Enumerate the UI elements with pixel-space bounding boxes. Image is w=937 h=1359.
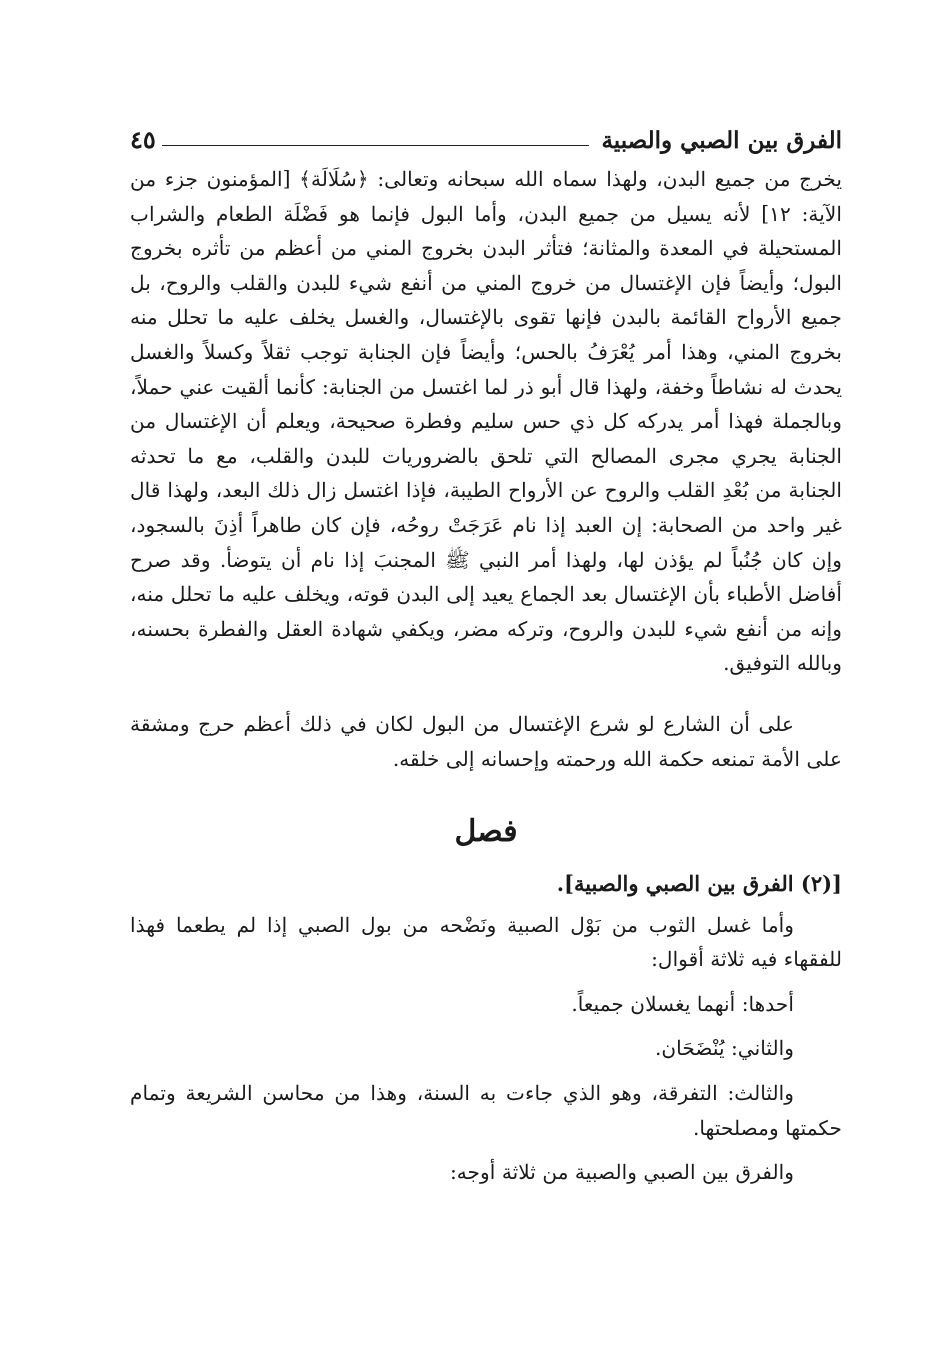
section-heading: فصل xyxy=(454,814,518,850)
list-item: والثاني: يُنْضَحَان. xyxy=(654,1036,794,1061)
running-header xyxy=(130,110,842,154)
list-item: أحدها: أنهما يغسلان جميعاً. xyxy=(571,991,794,1016)
header-rule xyxy=(162,145,590,146)
paragraph: على أن الشارع لو شرع الإغتسال من البول لكان في ذلك أعظم حرج ومشقة على الأمة تمنعه حكمة الله ورحمته وإحسانه إلى خلقه. xyxy=(130,711,842,771)
sub-heading: [(٢) الفرق بين الصبي والصبية]. xyxy=(556,871,842,897)
body-text xyxy=(130,162,842,1190)
list-item: والثالث: التفرقة، وهو الذي جاءت به السنة، وهذا من محاسن الشريعة وتمام حكمتها ومصلحتها. xyxy=(130,1081,842,1140)
paragraph: وأما غسل الثوب من بَوْل الصبية ونَضْحه من بول الصبي إذا لم يطعما فهذا للفقهاء فيه ثلاثة أقوال: xyxy=(130,912,842,972)
paragraph: يخرج من جميع البدن، ولهذا سماه الله سبحانه وتعالى: ﴿سُلَالَة﴾ [المؤمنون جزء من الآية: ١٢] لأنه يسيل من جميع البدن، وأما البول فإنما هو فَضْلَة الطعام والشراب المستحيلة في المعدة والمثانة؛ فتأثر البدن بخروج المني من أعظم من تأثره بخروج البول؛ وأيضاً فإن الإغتسال من خروج المني من أنفع شيء للبدن والقلب والروح، بل جميع الأرواح القائمة بالبدن فإنها تقوى بالإغتسال، والغسل يخلف عليه ما تحلل منه بخروج المني، وهذا أمر يُعْرَفُ بالحس؛ وأيضاً فإن الجنابة توجب ثقلاً وكسلاً والغسل يحدث له نشاطاً وخفة، ولهذا قال أبو ذر لما اغتسل من الجنابة: كأنما ألقيت عني حملاً، وبالجملة فهذا أمر يدركه كل ذي حس سليم وفطرة صحيحة، ويعلم أن الإغتسال من الجنابة يجري مجرى المصالح التي تلحق بالضروريات للبدن والقلب، مع ما تحدثه الجنابة من بُعْدِ القلب والروح عن الأرواح الطيبة، فإذا اغتسل زال ذلك البعد، ولهذا قال غير واحد من الصحابة: إن العبد إذا نام عَرَجَتْ روحُه، فإن كان طاهراً أذِنَ بالسجود، وإن كان جُنُباً لم يؤذن لها، ولهذا أمر النبي ﷺ المجنبَ إذا نام أن يتوضأ. وقد صرح أفاضل الأطباء بأن الإغتسال بعد الجماع يعيد إلى البدن قوته، ويخلف عليه ما تحلل منه، وإنه من أنفع شيء للبدن والروح، وتركه مضر، ويكفي شهادة العقل والفطرة بحسنه، وبالله التوفيق. xyxy=(130,167,842,676)
paragraph: والفرق بين الصبي والصبية من ثلاثة أوجه: xyxy=(449,1160,794,1185)
running-title: الفرق بين الصبي والصبية xyxy=(601,127,842,154)
page-number: ٤٥ xyxy=(130,125,156,154)
